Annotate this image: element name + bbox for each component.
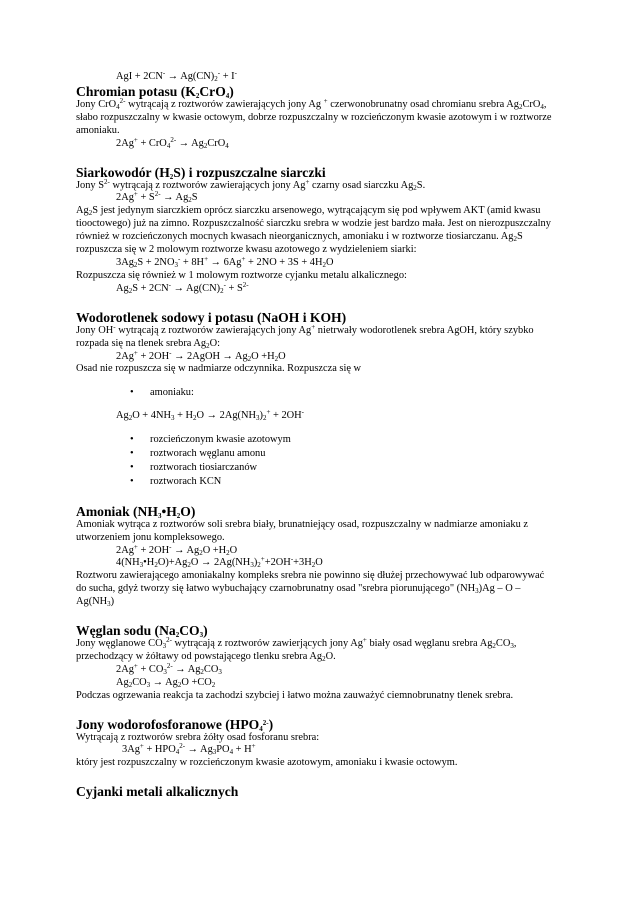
list-solvents-1 (76, 386, 556, 400)
paragraph-hydroxide-2: Osad nie rozpuszcza się w nadmiarze odczynnika. Rozpuszcza się w (76, 363, 362, 375)
equation-carbonate-2: $Ag_2CO_3 \to Ag_2O +CO_2$ (116, 676, 216, 689)
paragraph-phosphate-2: który jest rozpuszczalny w rozcieńczonym kwasie azotowym, amoniaku i kwasie octowym. (76, 757, 458, 769)
paragraph-chromate: Jony CrO$_4^{2-}$ wytrącają z roztworów zawierających jony Ag + czerwonobrunatny osad chromianu srebra $Ag_2CrO_4$, słabo rozpuszczalny w kwasie octowym, dobrze rozpuszczalny w rozcieńczonym kwasie azotowym i w roztworze amoniaku. (76, 96, 552, 136)
heading-alkali-cyanides: Cyjanki metali alkalicznych (76, 784, 239, 800)
list-item: • roztworach tiosiarczanów (76, 461, 556, 475)
equation-sulfide-1: $2Ag^+ + S^{2-} \to Ag_2S$ (116, 190, 198, 205)
list-item: • rozcieńczonym kwasie azotowym (76, 433, 556, 447)
equation-sulfide-2: $3Ag_2S + 2NO_3^- + 8H^+ \to 6Ag^+ + 2NO + 3S + 4H_2O$ (116, 254, 334, 269)
paragraph-phosphate-1: Wytrącają z roztworów srebra żółty osad fosforanu srebra: (76, 731, 320, 743)
paragraph-hydroxide-1: Jony OH- wytrącają z roztworów zawierających jony Ag+ nietrwały wodorotlenek srebra AgOH, który szybko rozpada się na tlenek srebra $Ag_2O$: (76, 322, 534, 350)
heading-hydrogen-sulfide: Siarkowodór $(H_2S)$ i rozpuszczalne siarczki (76, 164, 326, 181)
heading-hydrogen-phosphate: Jony wodorofosforanowe $(HPO_4^{2-})$ (76, 716, 274, 733)
paragraph-ammonia-2: Roztworu zawierającego amoniakalny kompleks srebra nie powinno się dłużej przechowywać lub odparowywać do sucha, gdyż tworzy się łatwo wybuchający czarnobrunatny osad "srebra piorunującego" $(NH_3)Ag$ – O – $Ag(NH_3)$ (76, 570, 545, 609)
equation-ammonia-1: $2Ag^+ + 2OH^- \to Ag_2O +H_2O$ (116, 542, 238, 557)
list-item: • amoniaku: (76, 386, 556, 400)
paragraph-carbonate-2: Podczas ogrzewania reakcja ta zachodzi szybciej i łatwo można zauważyć ciemnobrunatny tlenek srebra. (76, 689, 514, 701)
paragraph-sulfide-1: Jony $S^{2-}$ wytrącają z roztworów zawierających jony Ag+ czarny osad siarczku $Ag_2S$. (76, 177, 426, 192)
paragraph-carbonate-1: Jony węglanowe $CO_3^{2-}$ wytrącają z roztworów zawierjących jony Ag+ biały osad węglanu srebra $Ag_2CO_3$, przechodzący w żółtawy od powstającego tlenku srebra $Ag_2O$. (76, 636, 517, 663)
equation-hydroxide-2: $Ag_2O + 4NH_3 + H_2O \to 2Ag(NH_3)_2^+ + 2OH^-$ (116, 407, 305, 422)
document-page (76, 71, 556, 799)
equation-chromate: $2Ag^+ + CrO_4^{2-} \to Ag_2CrO_4$ (116, 135, 229, 150)
list-item: • roztworach KCN (76, 475, 556, 489)
paragraph-sulfide-2: $Ag_2S$ jest jedynym siarczkiem oprócz siarczku arsenowego, wytrącającym się pod wpływem AKT (amid kwasu tiooctowego) już na zimno. Rozpuszczalność siarczku srebra w wodzie jest bardzo mała. Jest on nierozpuszczalny również w rozcieńczonych mocnych kwasach nieorganicznych, amoniaku i w roztworze tiosiarczanu. $Ag_2S$ rozpuszcza się w 2 molowym roztworze kwasu azotowego z wydzieleniem siarki: (76, 205, 551, 256)
heading-potassium-chromate: Chromian potasu $(K_2CrO_4)$ (76, 83, 234, 100)
paragraph-sulfide-3: Rozpuszcza się również w 1 molowym roztworze cyjanku metalu alkalicznego: (76, 269, 407, 281)
equation-sulfide-3: $Ag_2S + 2CN^- \to Ag(CN)_2^- + S^{2-}$ (116, 280, 249, 295)
equation-ammonia-2: $4(NH_3•H_2O)+Ag_2O \to 2Ag(NH_3)_2^++2OH^-+3H_2O$ (116, 555, 323, 570)
equation-carbonate-1: $2Ag^+ + CO_3^{2-} \to Ag_2CO_3$ (116, 661, 222, 676)
equation-hydroxide-1: 2Ag+ + 2OH- → 2AgOH → $Ag_2O +H_2O$ (116, 348, 286, 363)
list-item: • roztworach węglanu amonu (76, 447, 556, 461)
heading-ammonia: Amoniak $(NH_3•H_2O)$ (76, 503, 196, 520)
paragraph-ammonia-1: Amoniak wytrąca z roztworów soli srebra biały, brunatniejący osad, rozpuszczalny w nadmiarze amoniaku z utworzeniem jonu kompleksowego. (76, 518, 529, 543)
equation-phosphate: $3Ag^+ + HPO_4^{2-} \to Ag_3PO_4 + H^+$ (122, 742, 256, 757)
heading-hydroxides: Wodorotlenek sodowy i potasu (NaOH i KOH) (76, 309, 347, 325)
equation-agi-cyanide: AgI + $2CN^- \to Ag(CN)_2^- + I^-$ (116, 69, 237, 83)
list-solvents-2 (76, 433, 556, 490)
heading-sodium-carbonate: Węglan sodu $(Na_2CO_3)$ (76, 623, 208, 640)
